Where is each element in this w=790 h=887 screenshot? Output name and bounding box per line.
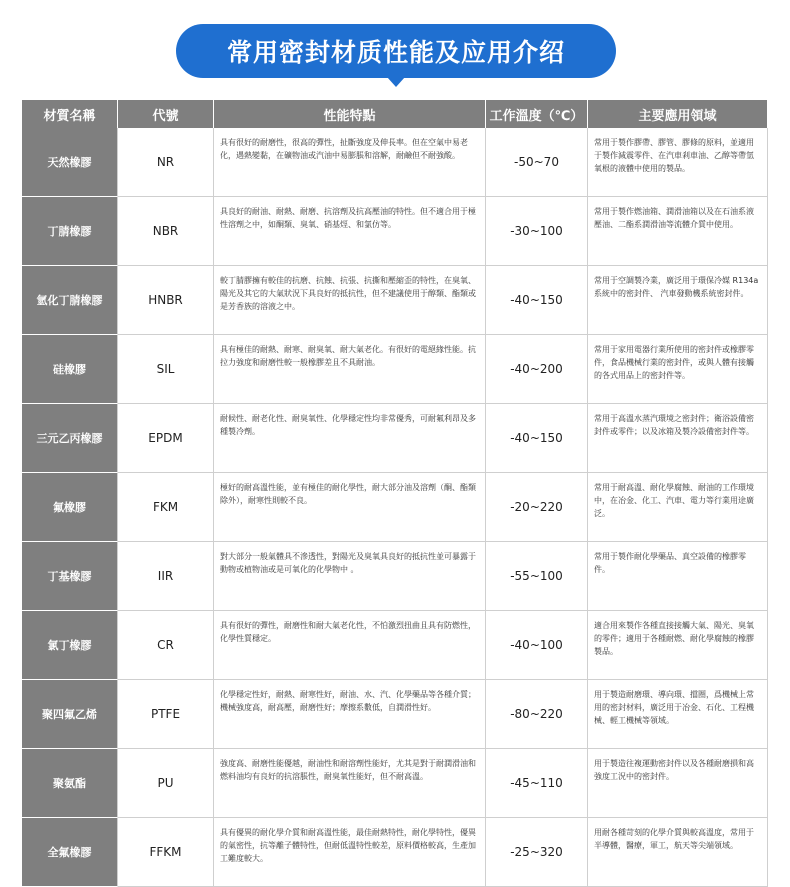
material-temperature: -80~220: [486, 680, 588, 749]
material-performance: 具有極佳的耐熱、耐寒、耐臭氧、耐大氣老化。有很好的電絕緣性能。抗拉力強度和耐磨性較一般橡膠差且不具耐油。: [214, 335, 486, 404]
material-temperature: -20~220: [486, 473, 588, 542]
material-code: PU: [118, 749, 214, 818]
header-code: 代號: [118, 100, 214, 128]
material-code: FFKM: [118, 818, 214, 887]
header-material-name: 材質名稱: [22, 100, 118, 128]
table-row: [22, 404, 768, 473]
material-name: 氫化丁腈橡膠: [22, 266, 118, 335]
material-name: 硅橡膠: [22, 335, 118, 404]
material-name: 三元乙丙橡膠: [22, 404, 118, 473]
table-row: [22, 197, 768, 266]
table-row: [22, 266, 768, 335]
material-application: 用于製造耐磨環、導向環、擋圈，爲機械上常用的密封材料，廣泛用于冶金、石化、工程機械、輕工機械等領域。: [588, 680, 768, 749]
material-code: NBR: [118, 197, 214, 266]
page-title-banner: [176, 24, 616, 78]
material-name: 丁腈橡膠: [22, 197, 118, 266]
material-name: 天然橡膠: [22, 128, 118, 197]
material-application: 常用于空調製冷業，廣泛用于環保冷媒 R134a系統中的密封件、 汽車發動機系統密封件。: [588, 266, 768, 335]
material-application: 適合用來製作各種直接接觸大氣、陽光、臭氧的零件；適用于各種耐燃、耐化學腐蝕的橡膠製品。: [588, 611, 768, 680]
material-temperature: -40~150: [486, 266, 588, 335]
table-header-row: [22, 100, 768, 128]
material-code: FKM: [118, 473, 214, 542]
material-temperature: -45~110: [486, 749, 588, 818]
page-title: 常用密封材质性能及应用介绍: [226, 38, 565, 67]
material-application: 常用于耐高溫、耐化學腐蝕、耐油的工作環境中，在冶金、化工、汽車、電力等行業用途廣泛。: [588, 473, 768, 542]
material-code: NR: [118, 128, 214, 197]
material-performance: 具有很好的彈性，耐磨性和耐大氣老化性，不怕激烈扭曲且具有防燃性，化學性質穩定。: [214, 611, 486, 680]
material-code: PTFE: [118, 680, 214, 749]
material-name: 聚氨酯: [22, 749, 118, 818]
header-application: 主要應用領域: [588, 100, 768, 128]
material-temperature: -30~100: [486, 197, 588, 266]
table-row: [22, 611, 768, 680]
material-table: [22, 100, 768, 887]
material-performance: 具有很好的耐磨性，很高的彈性，扯斷強度及伸長率。但在空氣中易老化，遇熱變黏，在礦物油或汽油中易膨脹和溶解，耐鹼但不耐強酸。: [214, 128, 486, 197]
material-application: 用于製造往複運動密封件以及各種耐磨損和高強度工況中的密封件。: [588, 749, 768, 818]
material-application: 常用于家用電器行業所使用的密封件或橡膠零件，食品機械行業的密封件，或與人體有接觸的各式用品上的密封件等。: [588, 335, 768, 404]
material-performance: 對大部分一般氣體具不滲透性，對陽光及臭氧具良好的抵抗性並可暴露于動物或植物油或是可氧化的化學物中 。: [214, 542, 486, 611]
material-performance: 極好的耐高溫性能，並有極佳的耐化學性，耐大部分油及溶劑（酮、酯類除外），耐寒性則較不良。: [214, 473, 486, 542]
table-row: [22, 749, 768, 818]
table-row: [22, 335, 768, 404]
material-application: 常用于製作耐化學藥品、真空設備的橡膠零件。: [588, 542, 768, 611]
material-name: 氯丁橡膠: [22, 611, 118, 680]
material-performance: 具良好的耐油、耐熱、耐磨、抗溶劑及抗高壓油的特性。但不適合用于極性溶劑之中，如酮類、臭氧、硝基烴、和氯仿等。: [214, 197, 486, 266]
material-performance: 強度高、耐磨性能優越，耐油性和耐溶劑性能好，尤其是對于耐潤滑油和燃料油均有良好的抗溶脹性，耐臭氧性能好，但不耐高溫。: [214, 749, 486, 818]
material-application: 用耐各種苛刻的化學介質與較高溫度，常用于半導體，醫療，軍工，航天等尖端領域。: [588, 818, 768, 887]
material-performance: 較丁腈膠擁有較佳的抗磨、抗蝕、抗張、抗撕和壓縮歪的特性，在臭氧、陽光及其它的大氣狀況下具良好的抵抗性，但不建議使用于醇類、酯類或是芳香族的溶液之中。: [214, 266, 486, 335]
header-temperature: 工作溫度（℃）: [486, 100, 588, 128]
material-performance: 具有優異的耐化學介質和耐高溫性能，最佳耐熱特性，耐化學特性，優異的氣密性，抗等離子體特性，但耐低溫特性較差，原料價格較高，生產加工難度較大。: [214, 818, 486, 887]
material-temperature: -40~200: [486, 335, 588, 404]
material-application: 常用于高溫水蒸汽環境之密封件；衛浴設備密封件或零件；以及冰箱及製冷設備密封件等。: [588, 404, 768, 473]
material-performance: 化學穩定性好，耐熱、耐寒性好，耐油、水、汽、化學藥品等各種介質；機械強度高，耐高壓，耐磨性好；摩擦系數低，自潤滑性好。: [214, 680, 486, 749]
table-row: [22, 473, 768, 542]
material-application: 常用于製作膠帶、膠管、膠條的原料，並適用于製作減震零件、在汽車剎車油、乙醇等帶氫氧根的液體中使用的製品。: [588, 128, 768, 197]
table-row: [22, 128, 768, 197]
material-temperature: -25~320: [486, 818, 588, 887]
material-temperature: -40~100: [486, 611, 588, 680]
material-name: 氟橡膠: [22, 473, 118, 542]
material-temperature: -55~100: [486, 542, 588, 611]
material-code: SIL: [118, 335, 214, 404]
material-code: CR: [118, 611, 214, 680]
material-name: 全氟橡膠: [22, 818, 118, 887]
material-name: 聚四氟乙烯: [22, 680, 118, 749]
material-name: 丁基橡膠: [22, 542, 118, 611]
material-code: IIR: [118, 542, 214, 611]
material-temperature: -40~150: [486, 404, 588, 473]
table-row: [22, 542, 768, 611]
material-code: HNBR: [118, 266, 214, 335]
table-row: [22, 818, 768, 887]
material-code: EPDM: [118, 404, 214, 473]
material-temperature: -50~70: [486, 128, 588, 197]
header-performance: 性能特點: [214, 100, 486, 128]
material-application: 常用于製作燃油箱、潤滑油箱以及在石油系液壓油、二酯系潤滑油等流體介質中使用。: [588, 197, 768, 266]
table-row: [22, 680, 768, 749]
material-performance: 耐候性、耐老化性、耐臭氧性、化學穩定性均非常優秀，可耐氟利昂及多種製冷劑。: [214, 404, 486, 473]
